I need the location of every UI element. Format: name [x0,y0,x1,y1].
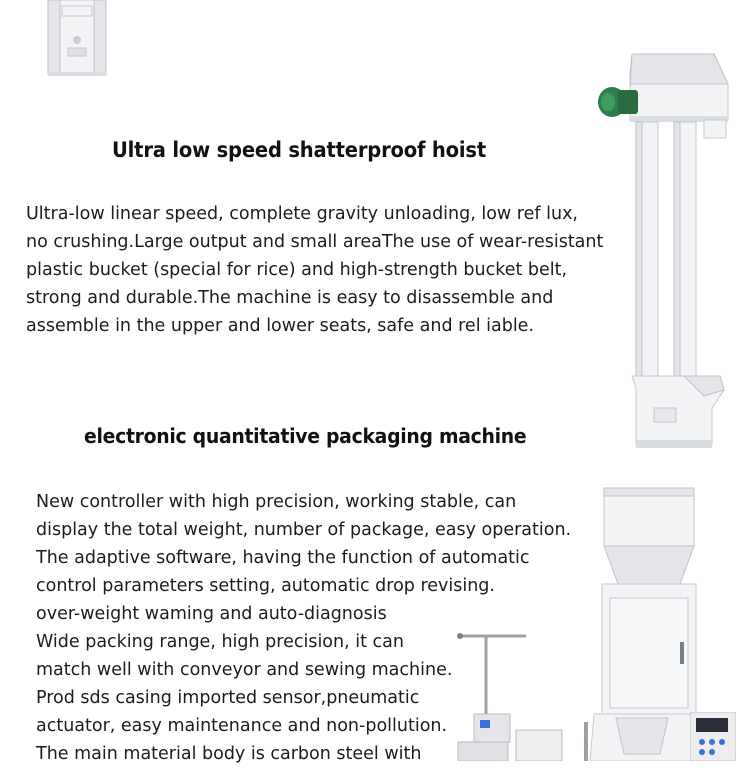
hoist-description-line: assemble in the upper and lower seats, safe and rel iable. [26,316,535,336]
control-panel-illustration [690,712,736,761]
packaging-description [36,488,571,768]
packaging-description-line: display the total weight, number of package, easy operation. [36,520,572,540]
packaging-description-line: control parameters setting, automatic drop revising. [36,576,495,596]
hoist-description-line: plastic bucket (special for rice) and high-strength bucket belt, [26,260,568,280]
hoist-top-illustration [44,0,114,78]
packaging-description-line: The adaptive software, having the function of automatic [36,548,530,568]
green-motor-illustration [596,82,640,122]
packaging-section-title: electronic quantitative packaging machine [84,424,527,448]
hoist-description-line: no crushing.Large output and small areaThe use of wear-resistant [26,232,604,252]
packaging-description-line: match well with conveyor and sewing machine. [36,660,453,680]
hoist-description-line: Ultra-low linear speed, complete gravity unloading, low ref lux, [26,204,578,224]
hoist-description-line: strong and durable.The machine is easy to disassemble and [26,288,554,308]
packaging-description-line: The main material body is carbon steel with [36,744,422,764]
packaging-description-line: Prod sds casing imported sensor,pneumatic [36,688,420,708]
hoist-section-title: Ultra low speed shatterproof hoist [112,138,486,162]
hoist-description [26,200,603,340]
packaging-description-line: Wide packing range, high precision, it can [36,632,404,652]
packaging-description-line: New controller with high precision, working stable, can [36,492,517,512]
packaging-description-line: over-weight waming and auto-diagnosis [36,604,387,624]
packaging-description-line: actuator, easy maintenance and non-pollution. [36,716,448,736]
